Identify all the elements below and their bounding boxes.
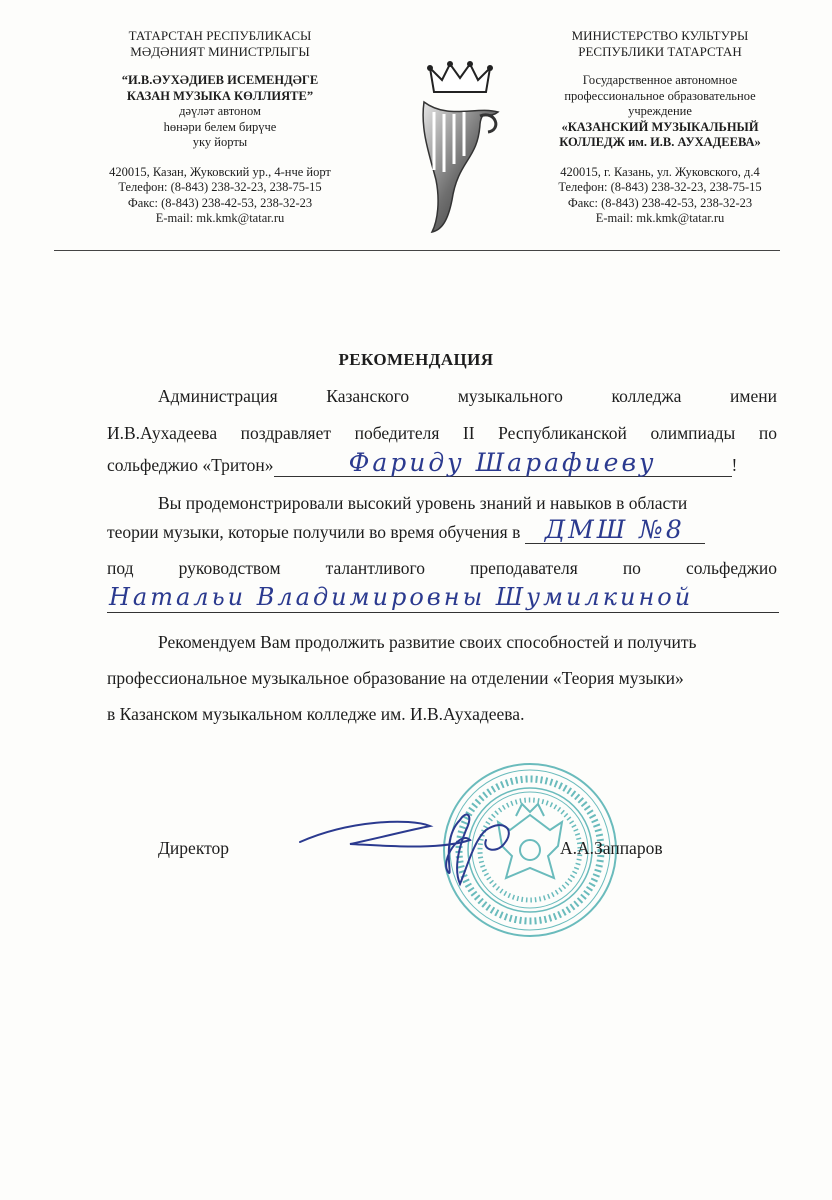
handwritten-name: Фариду Шарафиеву: [348, 448, 657, 477]
word: имени: [730, 386, 777, 406]
handwritten-teacher: Натальи Владимировны Шумилкиной: [107, 582, 779, 613]
p2-line1: Вы продемонстрировали высокий уровень знаний и навыков в области: [158, 493, 688, 513]
right-header-line2: РЕСПУБЛИКИ ТАТАРСТАН: [578, 43, 742, 59]
director-name: А.А.Заппаров: [560, 838, 663, 858]
right-org-name-2: КОЛЛЕДЖ им. И.В. АУХАДЕЕВА»: [559, 135, 761, 149]
word: олимпиады: [650, 423, 736, 443]
right-header-line1: МИНИСТЕРСТВО КУЛЬТУРЫ: [571, 28, 749, 43]
left-fax: Факс: (8-843) 238-42-53, 238-32-23: [127, 195, 313, 210]
word: победителя: [354, 423, 440, 443]
word: музыкального: [457, 386, 563, 406]
left-org-type-1: дәүләт автоном: [179, 104, 261, 118]
word: по: [758, 423, 777, 443]
right-address: 420015, г. Казань, ул. Жуковского, д.4: [560, 164, 760, 179]
right-org-type-1: Государственное автономное: [582, 73, 738, 87]
word: Казанского: [326, 386, 410, 406]
left-org-type-3: уку йорты: [192, 135, 248, 149]
left-header-line1: ТАТАРСТАН РЕСПУБЛИКАСЫ: [128, 28, 312, 43]
left-email: E-mail: mk.kmk@tatar.ru: [155, 211, 285, 225]
letter-title: РЕКОМЕНДАЦИЯ: [338, 350, 494, 369]
left-header: [60, 28, 380, 227]
p2-line2-prefix: теории музыки, которые получили во время обучения в: [107, 522, 521, 542]
right-org-type-2: профессиональное образовательное: [564, 88, 756, 103]
college-logo-icon: [418, 60, 502, 236]
left-org-name-2: КАЗАН МУЗЫКА КӨЛЛИЯТЕ”: [126, 88, 314, 103]
p2-line2: [107, 515, 777, 544]
word: по: [622, 558, 641, 578]
director-label: Директор: [158, 838, 230, 858]
word: талантливого: [325, 558, 425, 578]
word: под: [107, 558, 134, 578]
left-org-type-2: һөнәри белем бирүче: [163, 119, 277, 134]
word: поздравляет: [240, 423, 332, 443]
p2-line3: [107, 557, 777, 579]
p3-line1: Рекомендуем Вам продолжить развитие своих способностей и получить: [158, 632, 697, 652]
signature-icon: [290, 800, 550, 890]
p3-line2: профессиональное музыкальное образование на отделении «Теория музыки»: [107, 668, 684, 688]
right-header: [520, 28, 800, 227]
word: преподавателя: [470, 558, 578, 578]
p1-line3: [107, 448, 777, 477]
word: И.В.Аухадеева: [107, 423, 218, 443]
p3-line3: в Казанском музыкальном колледже им. И.В.Аухадеева.: [107, 704, 525, 724]
left-org-name-1: “И.В.ӘУХӘДИЕВ ИСЕМЕНДӘГЕ: [121, 73, 319, 87]
word: колледжа: [611, 386, 682, 406]
left-header-line2: МӘДӘНИЯТ МИНИСТРЛЫГЫ: [130, 43, 310, 59]
right-email: E-mail: mk.kmk@tatar.ru: [595, 211, 725, 225]
word: сольфеджио: [686, 558, 777, 578]
p1-line3-prefix: сольфеджио «Тритон»: [107, 455, 274, 475]
left-phone: Телефон: (8-843) 238-32-23, 238-75-15: [118, 180, 322, 194]
left-address: 420015, Казан, Жуковский ур., 4-нче йорт: [109, 164, 331, 179]
word: II: [462, 423, 475, 443]
right-phone: Телефон: (8-843) 238-32-23, 238-75-15: [558, 180, 762, 194]
header-divider: [54, 250, 780, 251]
word: Республиканской: [498, 423, 627, 443]
p1-line1: [158, 385, 777, 407]
right-org-type-3: учреждение: [628, 104, 692, 118]
right-org-name-1: «КАЗАНСКИЙ МУЗЫКАЛЬНЫЙ: [561, 119, 759, 134]
word: руководством: [178, 558, 281, 578]
handwritten-school: ДМШ №8: [544, 515, 685, 544]
right-fax: Факс: (8-843) 238-42-53, 238-32-23: [567, 195, 753, 210]
p1-line3-suffix: !: [731, 455, 738, 475]
p1-line2: [107, 422, 777, 444]
word: Администрация: [158, 386, 278, 406]
